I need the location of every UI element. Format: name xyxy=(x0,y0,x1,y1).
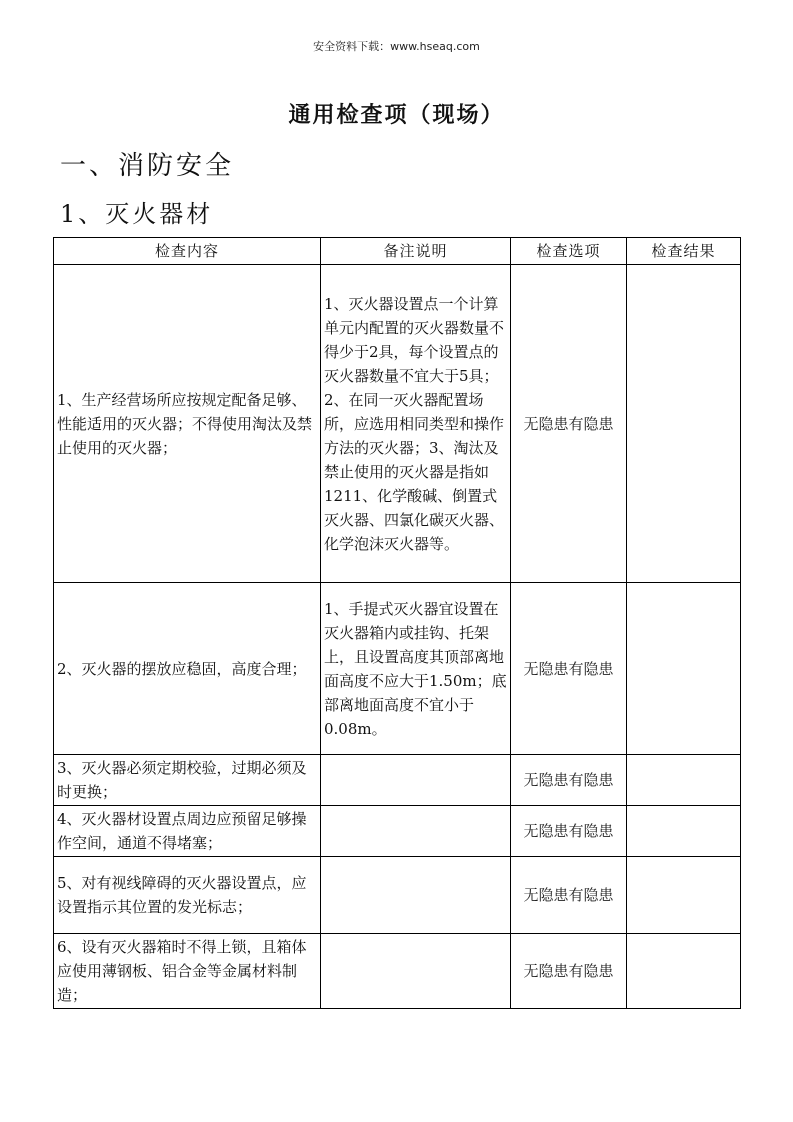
row-content: 6、设有灭火器箱时不得上锁，且箱体应使用薄钢板、铝合金等金属材料制造； xyxy=(54,934,321,1009)
table-row xyxy=(54,265,741,583)
row-option[interactable]: 无隐患有隐患 xyxy=(511,934,627,1009)
row-note: 1、手提式灭火器宜设置在灭火器箱内或挂钩、托架上，且设置高度其顶部离地面高度不应大于1.50m；底部离地面高度不宜小于0.08m。 xyxy=(321,583,511,755)
row-result[interactable] xyxy=(627,857,741,934)
row-content: 1、生产经营场所应按规定配备足够、性能适用的灭火器；不得使用淘汰及禁止使用的灭火器； xyxy=(54,265,321,583)
subsection-heading: 1、灭火器材 xyxy=(60,200,214,228)
row-note xyxy=(321,755,511,806)
table-row xyxy=(54,583,741,755)
column-header-option: 检查选项 xyxy=(511,238,627,265)
row-result[interactable] xyxy=(627,806,741,857)
row-option[interactable]: 无隐患有隐患 xyxy=(511,755,627,806)
row-result[interactable] xyxy=(627,583,741,755)
table-row xyxy=(54,755,741,806)
page-title: 通用检查项（现场） xyxy=(288,102,505,128)
column-header-content: 检查内容 xyxy=(54,238,321,265)
table-row xyxy=(54,934,741,1009)
column-header-note: 备注说明 xyxy=(321,238,511,265)
row-option[interactable]: 无隐患有隐患 xyxy=(511,806,627,857)
row-option[interactable]: 无隐患有隐患 xyxy=(511,265,627,583)
section-heading: 一、消防安全 xyxy=(60,151,235,181)
row-result[interactable] xyxy=(627,755,741,806)
table-row xyxy=(54,857,741,934)
row-content: 4、灭火器材设置点周边应预留足够操作空间，通道不得堵塞； xyxy=(54,806,321,857)
row-content: 5、对有视线障碍的灭火器设置点，应设置指示其位置的发光标志； xyxy=(54,857,321,934)
row-note xyxy=(321,857,511,934)
table-header-row xyxy=(54,238,741,265)
row-option[interactable]: 无隐患有隐患 xyxy=(511,583,627,755)
row-result[interactable] xyxy=(627,934,741,1009)
table-row xyxy=(54,806,741,857)
row-note xyxy=(321,806,511,857)
row-content: 2、灭火器的摆放应稳固，高度合理； xyxy=(54,583,321,755)
row-note: 1、灭火器设置点一个计算单元内配置的灭火器数量不得少于2具，每个设置点的灭火器数量不宜大于5具；2、在同一灭火器配置场所，应选用相同类型和操作方法的灭火器；3、淘汰及禁止使用的灭火器是指如1211、化学酸碱、倒置式灭火器、四氯化碳灭火器、化学泡沫灭火器等。 xyxy=(321,265,511,583)
column-header-result: 检查结果 xyxy=(627,238,741,265)
inspection-table xyxy=(53,237,741,1009)
row-option[interactable]: 无隐患有隐患 xyxy=(511,857,627,934)
header-source-text: 安全资料下载：www.hseaq.com xyxy=(313,40,480,53)
row-content: 3、灭火器必须定期校验，过期必须及时更换； xyxy=(54,755,321,806)
row-result[interactable] xyxy=(627,265,741,583)
row-note xyxy=(321,934,511,1009)
